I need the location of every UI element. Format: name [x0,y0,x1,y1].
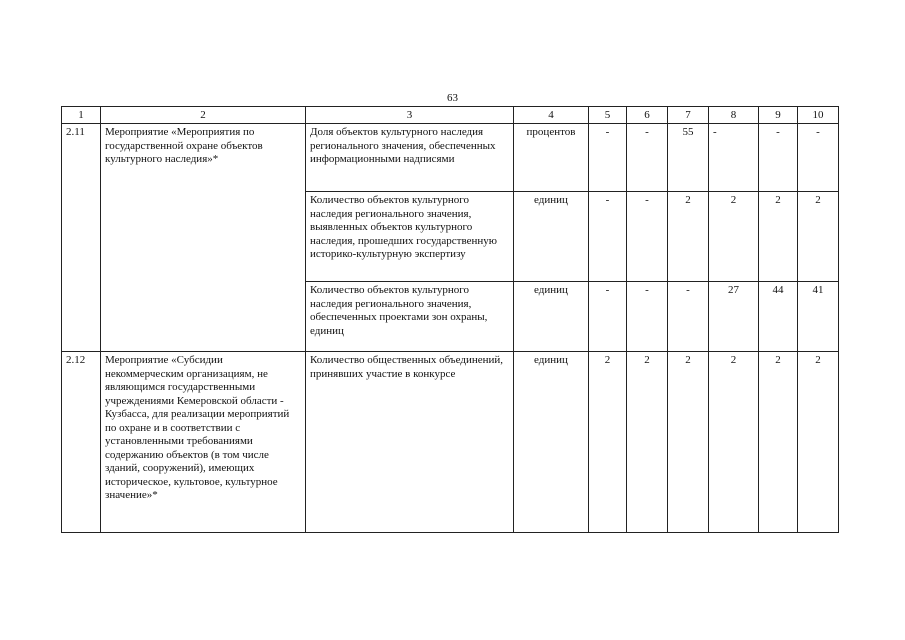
indicator-value: - [798,124,839,192]
indicator-value: - [589,282,627,352]
column-header: 9 [759,107,798,124]
column-header: 6 [627,107,668,124]
indicator-name: Доля объектов культурного наследия регионального значения, обеспеченных информационными надписями [306,124,514,192]
indicators-table [61,106,839,533]
indicator-value: 2 [589,352,627,533]
indicator-name: Количество общественных объединений, принявших участие в конкурсе [306,352,514,533]
indicator-value: - [627,192,668,282]
indicator-value: 41 [798,282,839,352]
column-header: 5 [589,107,627,124]
row-number: 2.11 [62,124,101,352]
table-row [62,352,839,533]
table-row [62,124,839,192]
page-number: 63 [447,92,458,104]
indicator-value: 2 [759,192,798,282]
indicator-value: 2 [668,192,709,282]
indicator-value: 2 [709,192,759,282]
indicator-unit: процентов [514,124,589,192]
indicator-value: 2 [709,352,759,533]
event-name: Мероприятие «Субсидии некоммерческим организациям, не являющимся государственными учреждениями Кемеровской области - Кузбасса, для реализации мероприятий по охране и в соответствии с установленными требованиями содержанию объектов (в том числе зданий, сооружений), имеющих историческое, культовое, культурное значение»* [101,352,306,533]
indicator-value: - [668,282,709,352]
indicator-unit: единиц [514,282,589,352]
column-header: 8 [709,107,759,124]
indicator-value: - [589,124,627,192]
indicator-value: - [627,282,668,352]
indicator-unit: единиц [514,352,589,533]
indicator-value: - [627,124,668,192]
indicator-value: - [709,124,759,192]
indicator-value: 2 [668,352,709,533]
indicator-unit: единиц [514,192,589,282]
indicator-name: Количество объектов культурного наследия регионального значения, выявленных объектов культурного наследия, прошедших государственную историко-культурную экспертизу [306,192,514,282]
column-header: 1 [62,107,101,124]
header-row [62,107,839,124]
indicator-value: 27 [709,282,759,352]
indicator-value: 44 [759,282,798,352]
indicator-value: 2 [798,192,839,282]
indicator-value: 2 [627,352,668,533]
indicator-name: Количество объектов культурного наследия регионального значения, обеспеченных проектами зон охраны, единиц [306,282,514,352]
indicator-value: - [589,192,627,282]
event-name: Мероприятие «Мероприятия по государственной охране объектов культурного наследия»* [101,124,306,352]
column-header: 3 [306,107,514,124]
indicator-value: 2 [759,352,798,533]
row-number: 2.12 [62,352,101,533]
indicator-value: 2 [798,352,839,533]
column-header: 7 [668,107,709,124]
column-header: 4 [514,107,589,124]
indicator-value: 55 [668,124,709,192]
indicator-value: - [759,124,798,192]
column-header: 10 [798,107,839,124]
column-header: 2 [101,107,306,124]
